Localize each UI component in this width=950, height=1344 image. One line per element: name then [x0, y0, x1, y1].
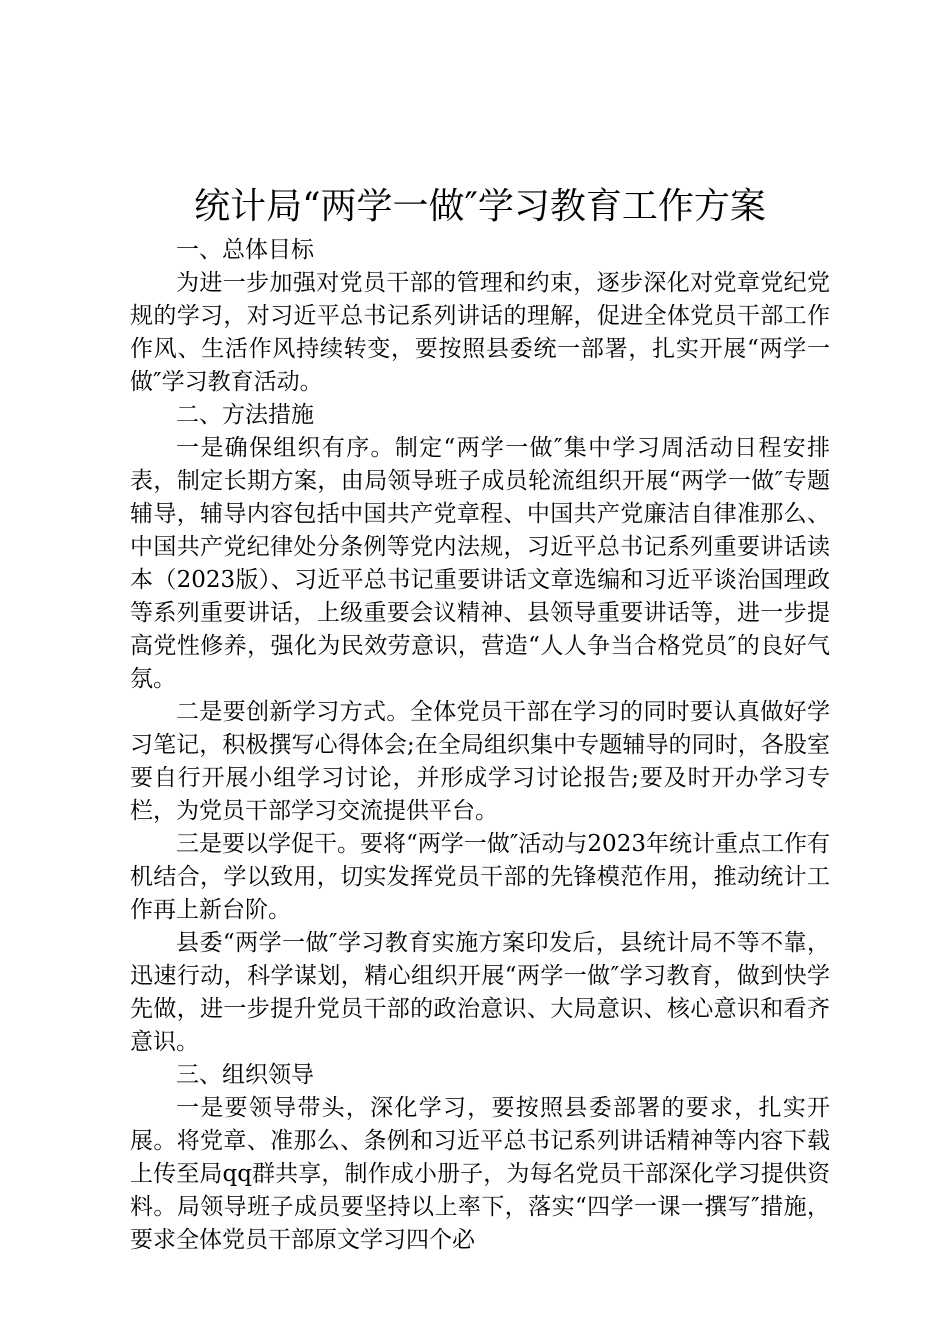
document-title: 统计局“两学一做″学习教育工作方案: [194, 186, 766, 227]
document-body: [130, 234, 830, 1257]
paragraph-implementation: 县委“两学一做″学习教育实施方案印发后，县统计局不等不靠，迅速行动，科学谋划，精心组织开展“两学一做″学习教育，做到快学先做，进一步提升党员干部的政治意识、大局意识、核心意识和看齐意识。: [130, 930, 830, 1055]
paragraph-overall-goal: 为进一步加强对党员干部的管理和约束，逐步深化对党章党纪党规的学习，对习近平总书记系列讲话的理解，促进全体党员干部工作作风、生活作风持续转变，要按照县委统一部署，扎实开展“两学一做″学习教育活动。: [130, 270, 830, 395]
section-heading-leadership: 三、组织领导: [176, 1062, 314, 1088]
section-heading-methods: 二、方法措施: [176, 402, 314, 428]
paragraph-leadership: 一是要领导带头，深化学习，要按照县委部署的要求，扎实开展。将党章、准那么、条例和习近平总书记系列讲话精神等内容下载上传至局qq群共享，制作成小册子，为每名党员干部深化学习提供资料。局领导班子成员要坚持以上率下，落实“四学一课一撰写″措施，要求全体党员干部原文学习四个必: [130, 1095, 830, 1253]
paragraph-method-practice: 三是要以学促干。要将“两学一做″活动与2023年统计重点工作有机结合，学以致用，切实发挥党员干部的先锋模范作用，推动统计工作再上新台阶。: [130, 831, 830, 923]
paragraph-method-innovation: 二是要创新学习方式。全体党员干部在学习的同时要认真做好学习笔记，积极撰写心得体会;在全局组织集中专题辅导的同时，各股室要自行开展小组学习讨论，并形成学习讨论报告;要及时开办学习专栏，为党员干部学习交流提供平台。: [130, 699, 830, 824]
document-page: [130, 180, 830, 1257]
section-heading-overall-goal: 一、总体目标: [176, 237, 314, 263]
paragraph-method-organization: 一是确保组织有序。制定“两学一做″集中学习周活动日程安排表，制定长期方案，由局领导班子成员轮流组织开展“两学一做″专题辅导，辅导内容包括中国共产党章程、中国共产党廉洁自律准那么、中国共产党纪律处分条例等党内法规，习近平总书记系列重要讲话读本（2023版）、习近平总书记重要讲话文章选编和习近平谈治国理政等系列重要讲话，上级重要会议精神、县领导重要讲话等，进一步提高党性修养，强化为民效劳意识，营造“人人争当合格党员″的良好气氛。: [130, 435, 830, 692]
